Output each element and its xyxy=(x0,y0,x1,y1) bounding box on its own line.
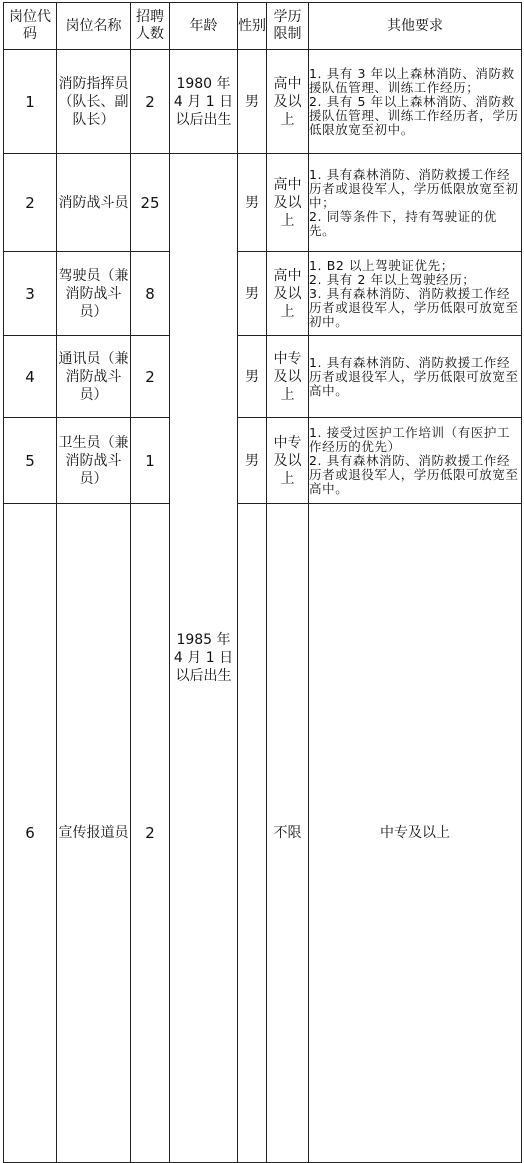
requirement-line: 1. 具有森林消防、消防救援工作经历者或退役军人，学历低限可放宽至高中。 xyxy=(309,354,519,398)
requirement-line: 1. B2 以上驾驶证优先； xyxy=(309,257,454,273)
row-count: 2 xyxy=(131,336,170,418)
row-age-group: 1980 年 4 月 1 日以后出生 xyxy=(170,50,238,154)
row-age-group-empty xyxy=(238,504,267,1163)
row-gender: 男 xyxy=(238,154,267,252)
requirement-line: 1. 具有 3 年以上森林消防、消防救援队伍管理、训练工作经历； xyxy=(309,65,515,95)
row-code: 6 xyxy=(4,504,57,1163)
row-code: 2 xyxy=(4,154,57,252)
table-row xyxy=(4,504,522,1163)
row-count: 25 xyxy=(131,154,170,252)
table-row xyxy=(4,50,522,154)
requirement-line: 2. 具有 2 年以上驾驶经历； xyxy=(309,271,476,287)
row-position-name: 宣传报道员 xyxy=(57,504,131,1163)
requirement-line: 3. 具有森林消防、消防救援工作经历者或退役军人，学历低限可放宽至初中。 xyxy=(309,285,519,329)
row-position-name: 卫生员（兼消防战斗员） xyxy=(57,418,131,504)
row-count: 2 xyxy=(131,50,170,154)
row-count: 2 xyxy=(131,504,170,1163)
recruitment-table xyxy=(3,2,522,1163)
row-position-name: 驾驶员（兼消防战斗员） xyxy=(57,252,131,336)
row-requirements xyxy=(309,418,522,504)
row-education: 中专及以上 xyxy=(309,504,522,1163)
row-count: 8 xyxy=(131,252,170,336)
table-row xyxy=(4,336,522,418)
row-requirements xyxy=(309,50,522,154)
row-position-name: 通讯员（兼消防战斗员） xyxy=(57,336,131,418)
row-count: 1 xyxy=(131,418,170,504)
row-education: 中专及以上 xyxy=(267,418,309,504)
requirement-line: 2. 具有 5 年以上森林消防、消防救援队伍管理、训练工作经历者，学历低限放宽至初中。 xyxy=(309,93,519,137)
row-requirements xyxy=(309,154,522,252)
row-code: 5 xyxy=(4,418,57,504)
row-education: 高中及以上 xyxy=(267,252,309,336)
row-gender: 男 xyxy=(238,50,267,154)
row-gender: 男 xyxy=(238,418,267,504)
row-position-name: 消防指挥员（队长、副队长） xyxy=(57,50,131,154)
row-gender: 男 xyxy=(238,252,267,336)
row-education: 中专及以上 xyxy=(267,336,309,418)
row-age-group: 1985 年 4 月 1 日以后出生 xyxy=(170,154,238,1163)
header-age: 年龄 xyxy=(170,3,238,50)
header-education: 学历限制 xyxy=(267,3,309,50)
row-education: 高中及以上 xyxy=(267,50,309,154)
requirement-line: 1. 接受过医护工作培训（有医护工作经历的优先） xyxy=(309,424,511,454)
requirement-line: 1. 具有森林消防、消防救援工作经历者或退役军人，学历低限放宽至初中； xyxy=(309,166,519,210)
row-education: 高中及以上 xyxy=(267,154,309,252)
table-row xyxy=(4,252,522,336)
table-row xyxy=(4,154,522,252)
header-gender: 性别 xyxy=(238,3,267,50)
row-requirements xyxy=(309,336,522,418)
header-row xyxy=(4,3,522,50)
row-requirements xyxy=(309,252,522,336)
row-code: 4 xyxy=(4,336,57,418)
requirement-line: 2. 同等条件下，持有驾驶证的优先。 xyxy=(309,208,498,238)
row-gender: 男 xyxy=(238,336,267,418)
row-gender: 不限 xyxy=(267,504,309,1163)
row-code: 1 xyxy=(4,50,57,154)
header-code: 岗位代码 xyxy=(4,3,57,50)
header-requirements: 其他要求 xyxy=(309,3,522,50)
header-name: 岗位名称 xyxy=(57,3,131,50)
row-position-name: 消防战斗员 xyxy=(57,154,131,252)
row-code: 3 xyxy=(4,252,57,336)
table-row xyxy=(4,418,522,504)
header-count: 招聘人数 xyxy=(131,3,170,50)
requirement-line: 2. 具有森林消防、消防救援工作经历者或退役军人，学历低限可放宽至高中。 xyxy=(309,452,519,496)
